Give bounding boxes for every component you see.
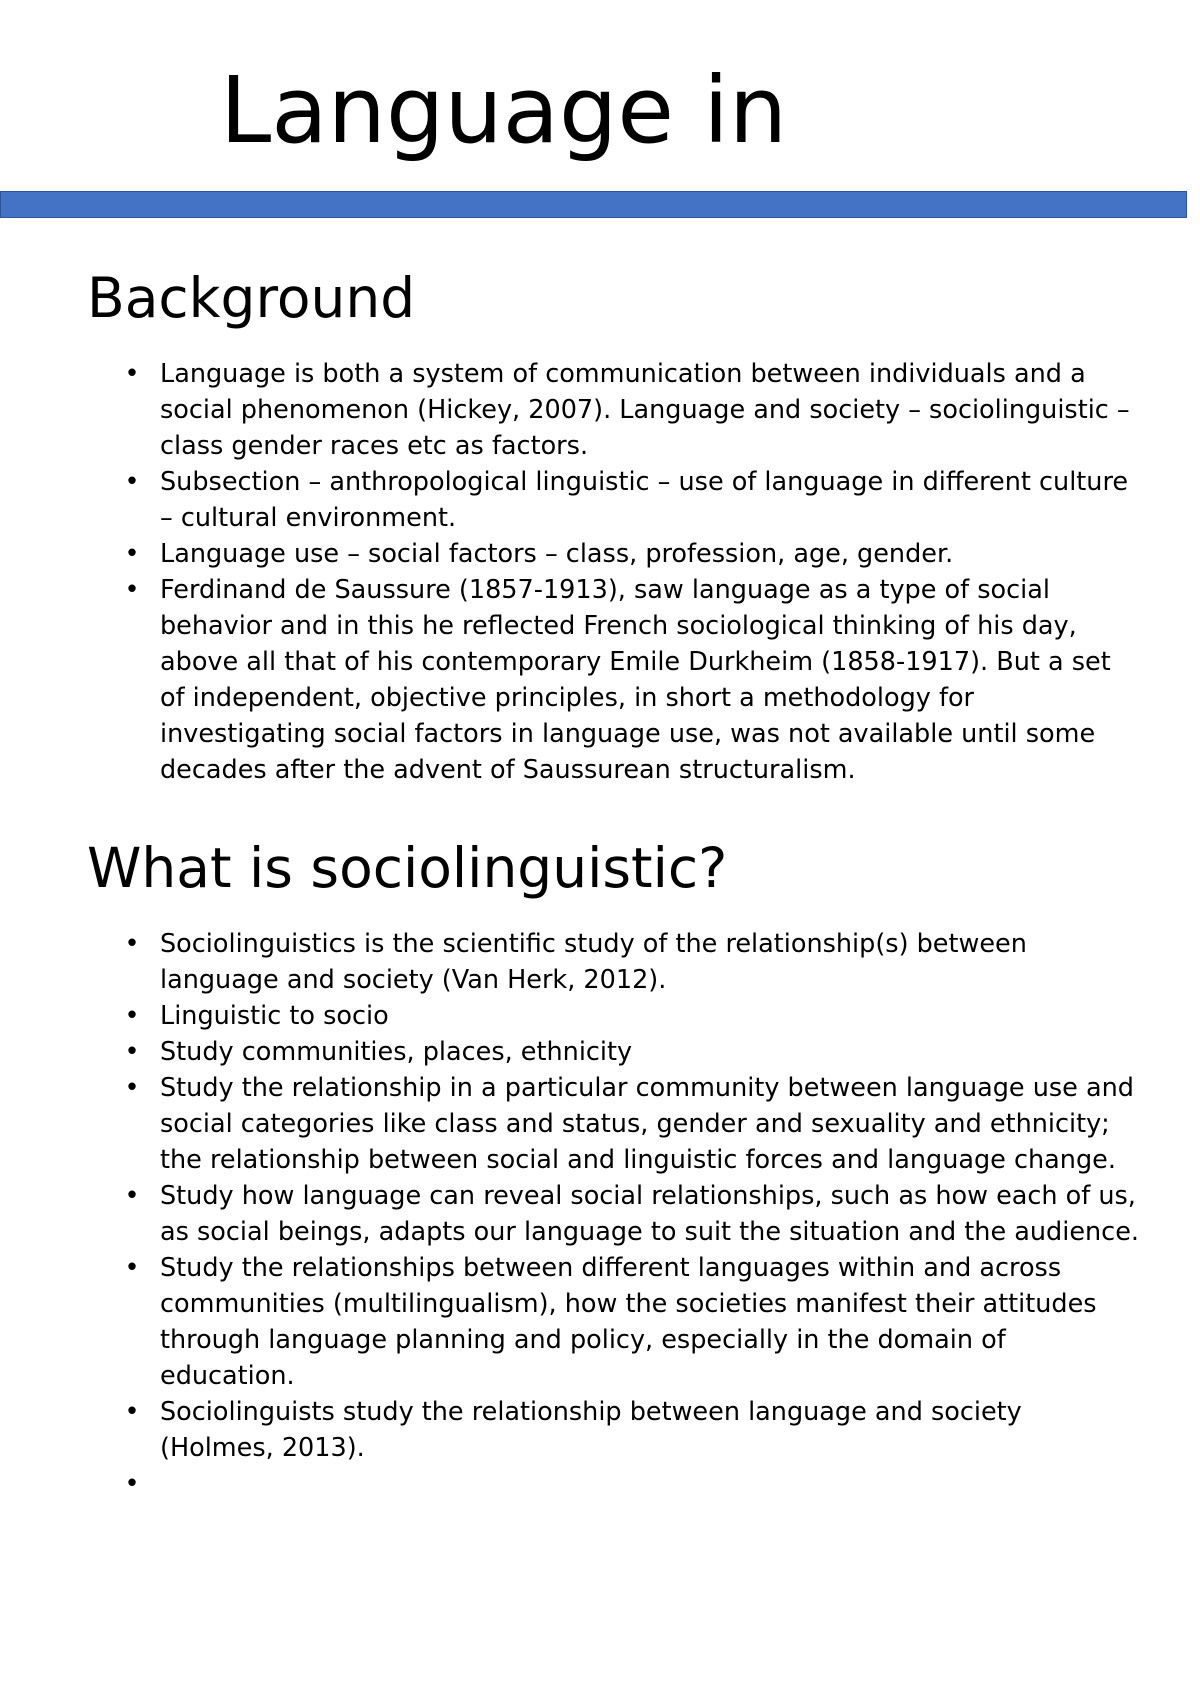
document-title: Language in xyxy=(220,57,788,164)
bullet-icon: • xyxy=(124,1469,140,1499)
section-heading-background: Background xyxy=(87,266,416,330)
bullet-icon: • xyxy=(124,1181,140,1211)
bullet-text: Study the relationships between different languages within and across communities (multilingualism), how the societies manifest their attitudes through language planning and policy, especially in the domain of education. xyxy=(160,1253,1097,1391)
sociolinguistic-bullet-list xyxy=(124,926,1140,1502)
list-item xyxy=(124,998,1140,1034)
bullet-text: Study communities, places, ethnicity xyxy=(160,1037,633,1067)
bullet-text: Study the relationship in a particular community between language use and social categories like class and status, gender and sexuality and ethnicity; the relationship between social and linguistic forces and language change. xyxy=(160,1073,1134,1175)
list-item xyxy=(124,1250,1140,1394)
list-item xyxy=(124,356,1140,464)
bullet-icon: • xyxy=(124,467,140,497)
bullet-icon: • xyxy=(124,1037,140,1067)
bullet-icon: • xyxy=(124,1253,140,1283)
bullet-text: Subsection – anthropological linguistic – use of language in different culture – cultural environment. xyxy=(160,467,1129,533)
list-item xyxy=(124,1394,1140,1466)
list-item xyxy=(124,1034,1140,1070)
list-item-empty xyxy=(124,1466,1140,1502)
bullet-icon: • xyxy=(124,539,140,569)
bullet-text: Sociolinguistics is the scientific study of the relationship(s) between language and society (Van Herk, 2012). xyxy=(160,929,1027,995)
list-item xyxy=(124,1070,1140,1178)
bullet-icon: • xyxy=(124,359,140,389)
list-item xyxy=(124,464,1140,536)
bullet-icon: • xyxy=(124,1397,140,1427)
list-item xyxy=(124,572,1140,788)
bullet-icon: • xyxy=(124,575,140,605)
bullet-text: Sociolinguists study the relationship between language and society (Holmes, 2013). xyxy=(160,1397,1022,1463)
title-underline-bar xyxy=(0,191,1187,218)
bullet-icon: • xyxy=(124,1073,140,1103)
bullet-icon: • xyxy=(124,929,140,959)
bullet-text: Language use – social factors – class, profession, age, gender. xyxy=(160,539,954,569)
list-item xyxy=(124,1178,1140,1250)
bullet-text: Linguistic to socio xyxy=(160,1001,389,1031)
bullet-text: Ferdinand de Saussure (1857-1913), saw language as a type of social behavior and in this he reflected French sociological thinking of his day, above all that of his contemporary Emile Durkheim (1858-1917). But a set of independent, objective principles, in short a methodology for investigating social factors in language use, was not available until some decades after the advent of Saussurean structuralism. xyxy=(160,575,1111,785)
bullet-icon: • xyxy=(124,1001,140,1031)
list-item xyxy=(124,926,1140,998)
section-heading-what-is-sociolinguistic: What is sociolinguistic? xyxy=(87,836,728,900)
bullet-text: Language is both a system of communication between individuals and a social phenomenon (Hickey, 2007). Language and society – sociolinguistic – class gender races etc as factors. xyxy=(160,359,1130,461)
background-bullet-list xyxy=(124,356,1140,788)
bullet-text: Study how language can reveal social relationships, such as how each of us, as social beings, adapts our language to suit the situation and the audience. xyxy=(160,1181,1139,1247)
list-item xyxy=(124,536,1140,572)
